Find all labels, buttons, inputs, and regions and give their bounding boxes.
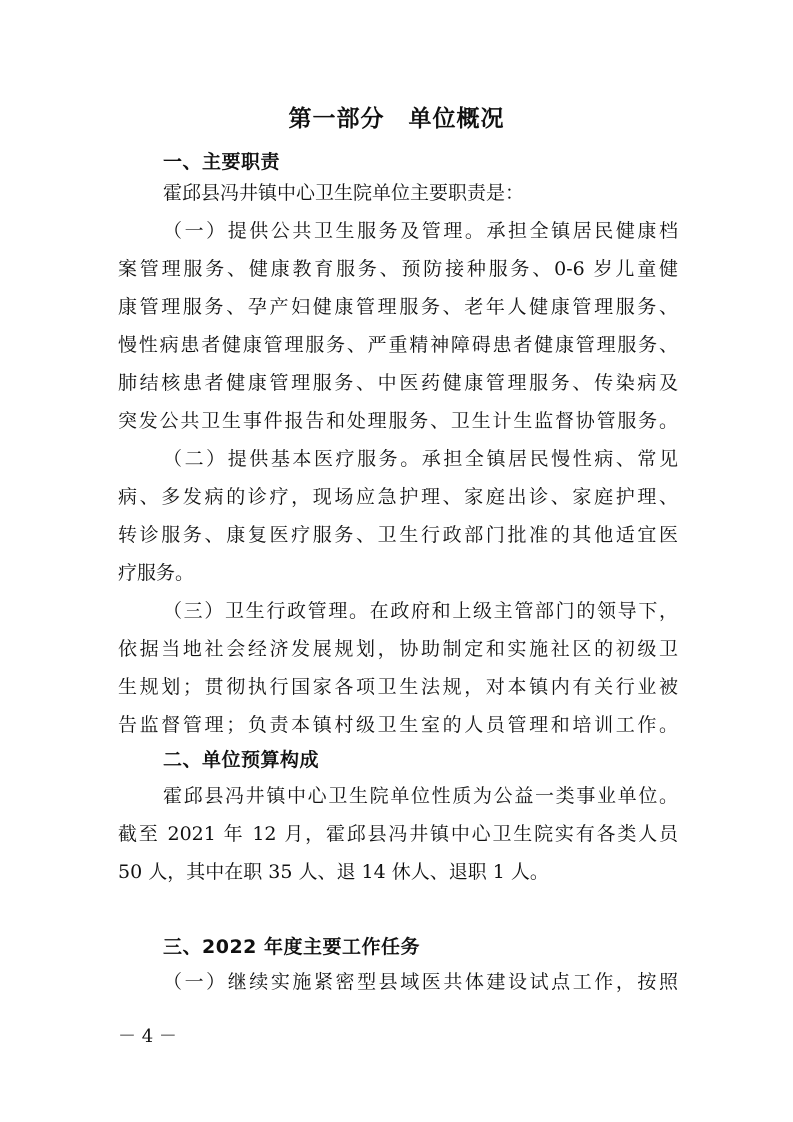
duty-item-3-line: （三）卫生行政管理。在政府和上级主管部门的领导下， <box>163 600 678 622</box>
duty-item-1-line: 案管理服务、健康教育服务、预防接种服务、0-6 岁儿童健 <box>118 258 678 280</box>
budget-line: 霍邱县冯井镇中心卫生院单位性质为公益一类事业单位。 <box>163 785 678 807</box>
page-title: 第一部分 单位概况 <box>288 106 505 132</box>
duty-item-1-line: 肺结核患者健康管理服务、中医药健康管理服务、传染病及 <box>118 372 678 394</box>
duty-item-2-line: 转诊服务、康复医疗服务、卫生行政部门批准的其他适宜医 <box>118 524 678 546</box>
budget-line: 50 人，其中在职 35 人、退 14 休人、退职 1 人。 <box>118 861 549 883</box>
duty-item-1-line: （一）提供公共卫生服务及管理。承担全镇居民健康档 <box>163 220 678 242</box>
duty-item-2-line: （二）提供基本医疗服务。承担全镇居民慢性病、常见 <box>163 448 678 470</box>
budget-line: 截至 2021 年 12 月，霍邱县冯井镇中心卫生院实有各类人员 <box>118 823 678 845</box>
duties-intro: 霍邱县冯井镇中心卫生院单位主要职责是： <box>163 182 525 204</box>
section-heading-budget: 二、单位预算构成 <box>163 749 320 771</box>
duty-item-3-line: 依据当地社会经济发展规划，协助制定和实施社区的初级卫 <box>118 638 678 660</box>
duty-item-1-line: 康管理服务、孕产妇健康管理服务、老年人健康管理服务、 <box>118 296 678 318</box>
duty-item-3-line: 告监督管理；负责本镇村级卫生室的人员管理和培训工作。 <box>118 714 678 736</box>
duty-item-1-line: 突发公共卫生事件报告和处理服务、卫生计生监督协管服务。 <box>118 410 678 432</box>
duty-item-2-line: 疗服务。 <box>118 562 195 584</box>
section-heading-tasks: 三、2022 年度主要工作任务 <box>163 936 420 958</box>
tasks-line: （一）继续实施紧密型县域医共体建设试点工作，按照 <box>163 971 678 993</box>
page-number: － 4 － <box>118 1026 177 1047</box>
duty-item-1-line: 慢性病患者健康管理服务、严重精神障碍患者健康管理服务、 <box>118 334 678 356</box>
duty-item-2-line: 病、多发病的诊疗，现场应急护理、家庭出诊、家庭护理、 <box>118 486 678 508</box>
section-heading-duties: 一、主要职责 <box>163 151 281 173</box>
duty-item-3-line: 生规划；贯彻执行国家各项卫生法规，对本镇内有关行业被 <box>118 676 678 698</box>
